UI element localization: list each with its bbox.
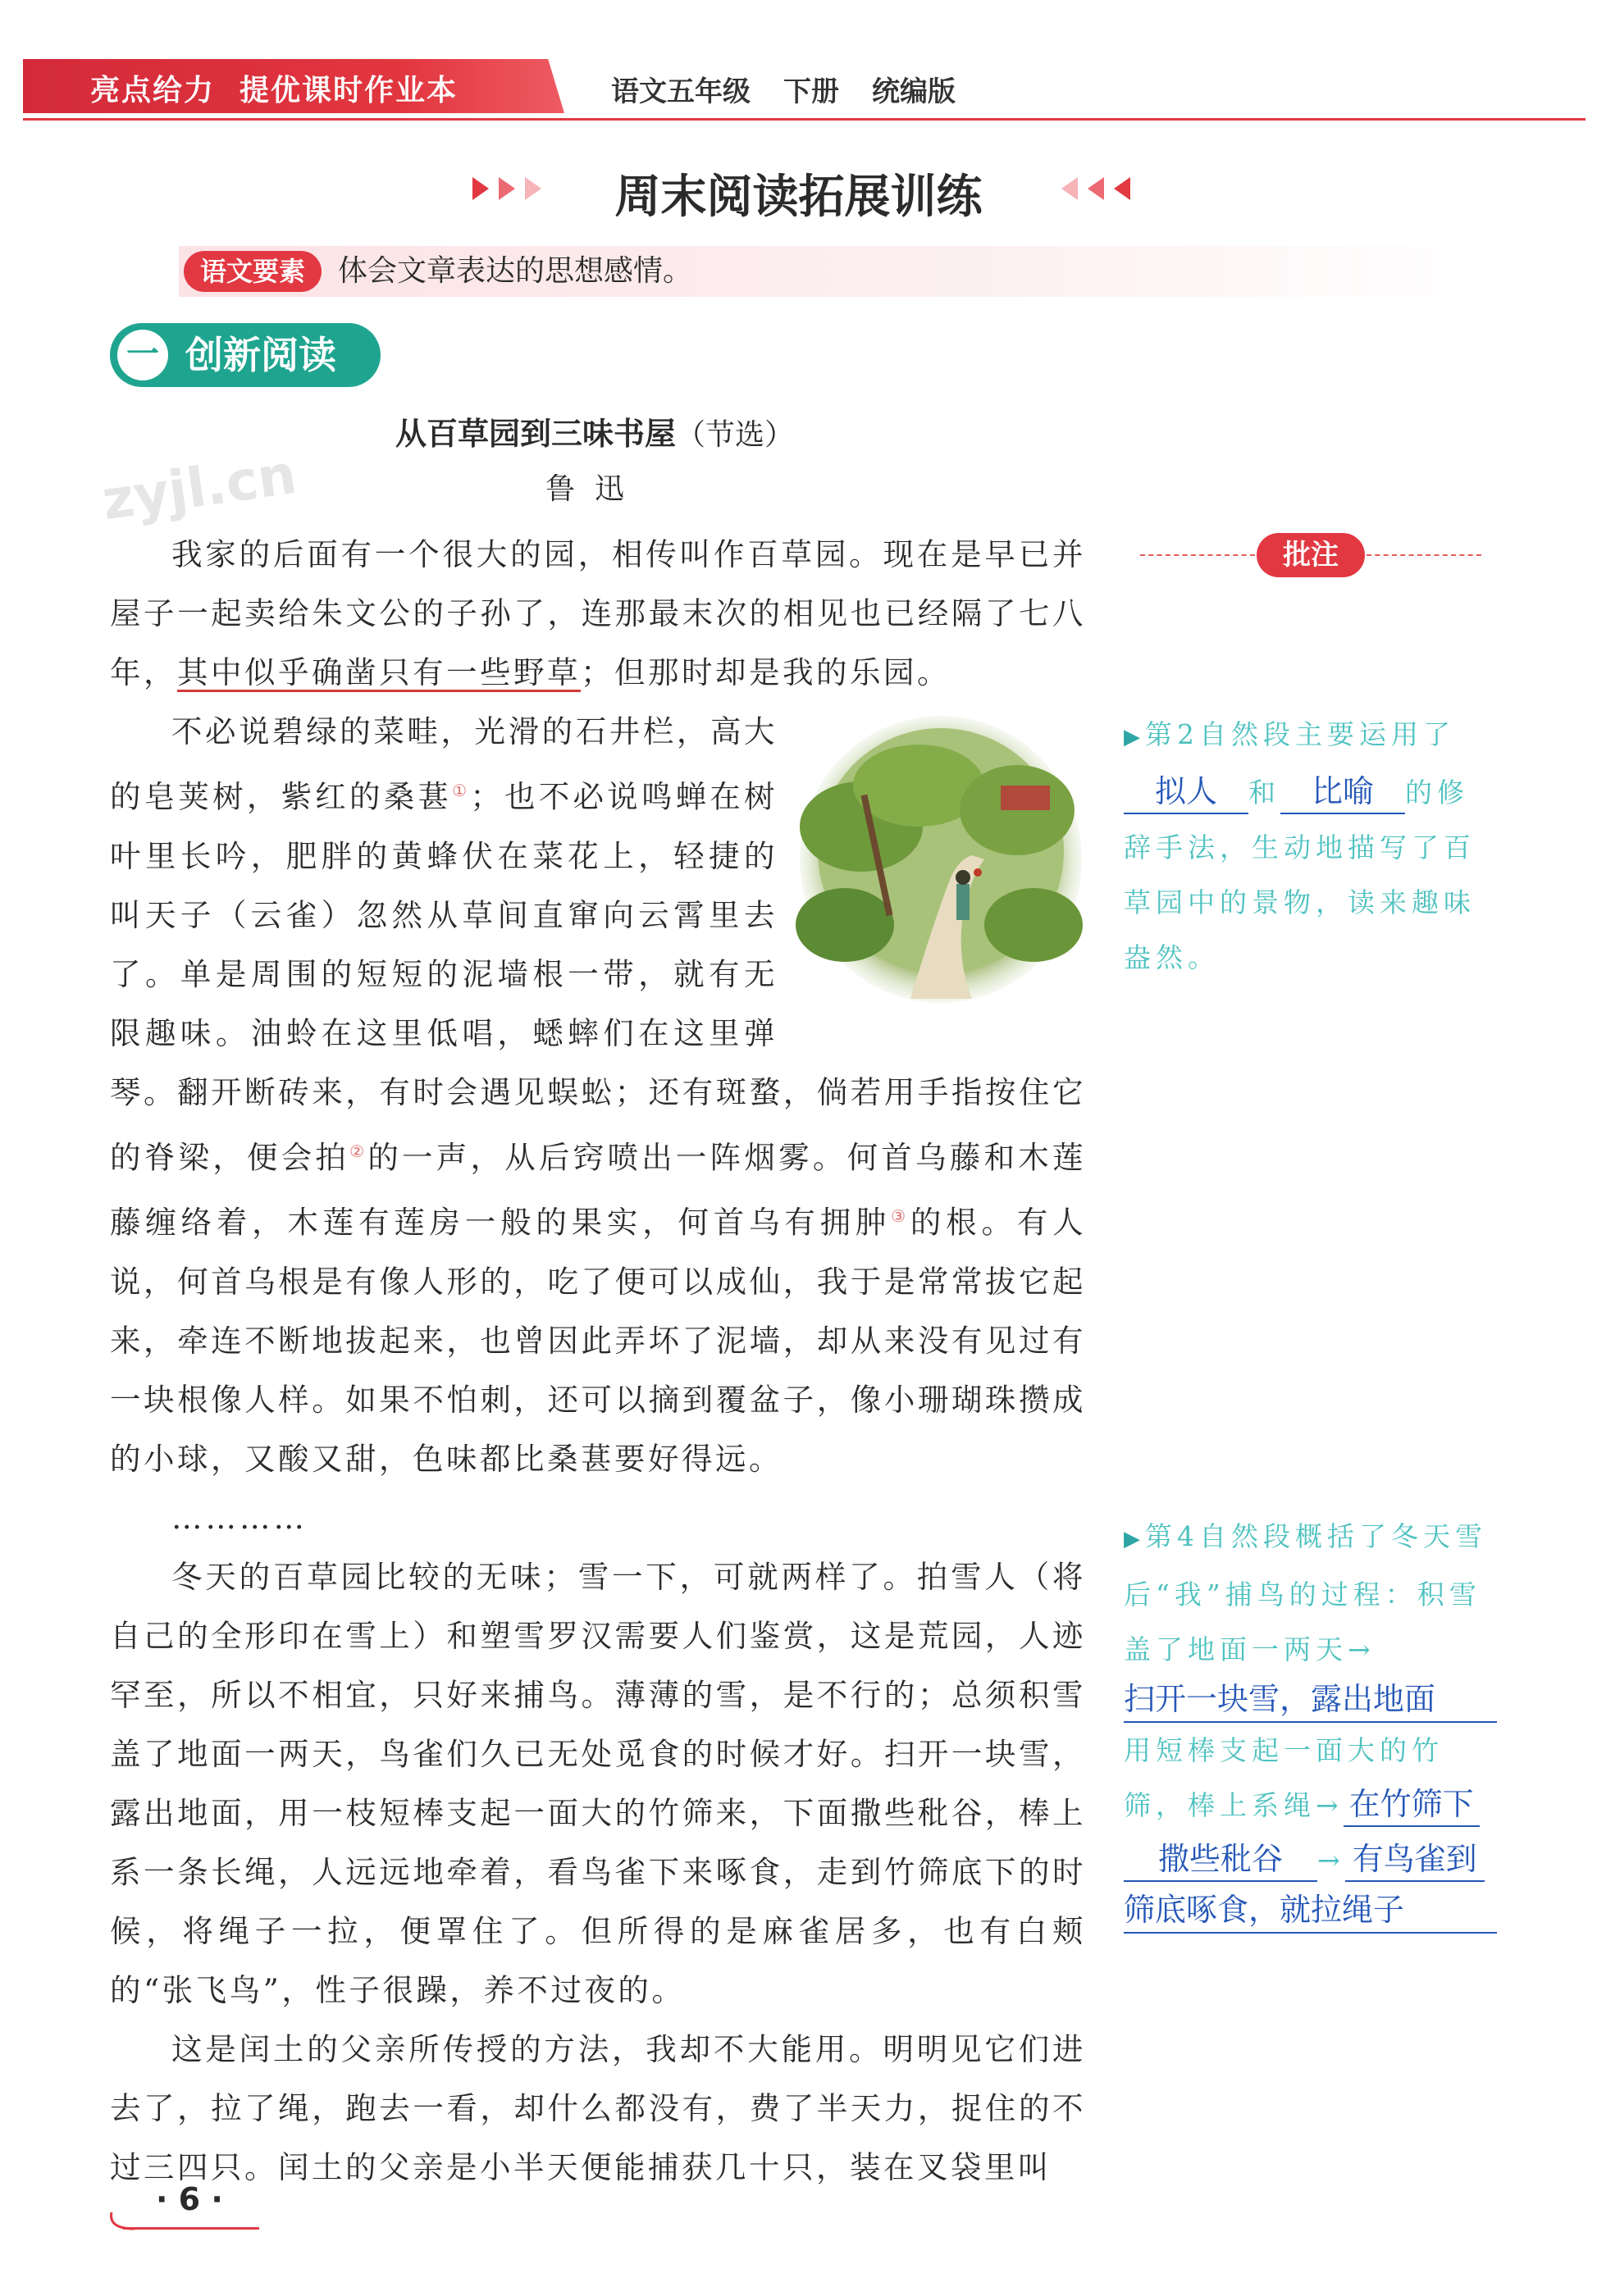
garden-illustration [796,712,1086,1007]
paragraph-2-text-b: ；也不必说鸣蝉在树叶里长吟，肥胖的黄蜂伏在菜花上，轻捷的叫天子（云雀）忽然从草间直窜向云霄里去了。单是周围的短短的泥墙根一带，就有无限趣味。油蛉在这里低唱，蟋蟀们在这里弹琴。翻开断砖来，有时会遇见蜈蚣；还有斑蝥，倘若用手指按住它的脊梁，便会拍 [110,778,1086,1175]
header-band-text [90,67,482,109]
paragraph-2-text-c: 的一声，从后窍喷出一阵烟雾。何首乌藤和木莲藤缠络着，木莲有莲房一般的果实，何首乌有拥肿 [110,1139,1086,1241]
watermark: zyjl.cn [98,442,301,533]
note-2-text-b: 用短棒支起一面大的竹筛，棒上系绳 [1124,1734,1444,1821]
article-title-sub: （节选） [676,418,795,452]
paragraph-1 [110,525,1086,702]
header-brand: 亮点给力 [90,74,216,107]
note-1-text-mid: 和 [1248,777,1280,809]
paragraph-4: 这是闰土的父亲所传授的方法，我却不大能用。明明见它们进去了，拉了绳，跑去一看，却什么都没有，费了半天力，捉住的不过三四只。闰土的父亲是小半天便能捕获几十只，装在叉袋里叫 [110,2030,1086,2185]
note-2-arrow-2-icon: → [1316,1789,1344,1821]
note-1-answer-2: 比喻 [1280,770,1405,814]
note-2-arrow-1-icon: → [1348,1633,1376,1665]
note-2-text-a: 第4自然段概括了冬天雪后“我”捕鸟的过程：积雪盖了地面一两天 [1124,1520,1487,1665]
paragraph-1-underlined: 其中似乎确凿只有一些野草 [177,654,581,690]
header-grade: 语文五年级 [611,75,751,108]
header-edition: 统编版 [872,75,956,108]
page-number: · 6 · [156,2181,223,2217]
footnote-3-mark: ③ [891,1206,910,1226]
part-number: 一 [117,330,168,380]
paragraph-3: 冬天的百草园比较的无味；雪一下，可就两样了。拍雪人（将自己的全形印在雪上）和塑雪罗汉需要人们鉴赏，这是荒园，人迹罕至，所以不相宜，只好来捕鸟。薄薄的雪，是不行的；总须积雪盖了地面一两天，鸟雀们久已无处觅食的时候才好。扫开一块雪，露出地面，用一枝短棒支起一面大的竹筛来，下面撒些秕谷，棒上系一条长绳，人远远地牵着，看鸟雀下来啄食，走到竹筛底下的时候，将绳子一拉，便罩住了。但所得的是麻雀居多，也有白颊的“张飞鸟”，性子很躁，养不过夜的。 [110,1558,1086,2008]
title-right-arrows-icon [1053,174,1135,203]
note-1-answer-1: 拟人 [1124,770,1248,814]
annotation-note-2 [1124,1509,1497,1934]
page-number-value: 6 [178,2181,201,2217]
note-1-marker-icon: ▶ [1124,725,1145,749]
annotation-badge: 批注 [1257,533,1365,577]
element-text: 体会文章表达的思想感情。 [338,254,693,288]
article-title [107,408,1083,453]
note-1-text-b: 的修辞手法，生动地描写了百草园中的景物，读来趣味盎然。 [1124,777,1476,973]
omission-ellipsis: ………… [171,1499,308,1536]
article-author: 鲁迅 [545,472,644,506]
section-title: 周末阅读拓展训练 [614,171,983,224]
annotation-note-1 [1124,707,1497,985]
article-title-main: 从百草园到三味书屋 [395,416,676,452]
part-label: 创新阅读 [185,333,336,377]
paragraph-2-text-a: 不必说碧绿的菜畦，光滑的石井栏，高大的皂荚树，紫红的桑葚 [110,713,778,815]
paragraph-1-text-b: ；但那时却是我的乐园。 [581,654,951,690]
footnote-1-mark: ① [452,781,471,800]
annotation-rule-right [1367,554,1481,556]
annotation-rule-left [1140,554,1255,556]
article-body [110,525,1086,2197]
note-2-answer-1: 扫开一块雪，露出地面 [1124,1677,1497,1723]
note-2-answer-3: 撒些秕谷 [1124,1838,1317,1882]
note-1-text-a: 第2自然段主要运用了 [1145,718,1455,750]
paragraph-2 [110,702,1086,1488]
note-2-answer-2: 在竹筛下 [1344,1783,1480,1827]
header-volume: 下册 [783,75,839,108]
note-2-marker-icon: ▶ [1124,1527,1145,1551]
note-2-answer-4: 有鸟雀到 [1345,1838,1485,1882]
footnote-2-mark: ② [349,1141,368,1161]
note-2-answer-5: 筛底啄食，就拉绳子 [1124,1888,1497,1934]
header-book-info [611,69,988,109]
paragraph-2-text-d: 的根。有人说，何首乌根是有像人形的，吃了便可以成仙，我于是常常拔它起来，牵连不断地拔起来，也曾因此弄坏了泥墙，却从来没有见过有一块根像人样。如果不怕刺，还可以摘到覆盆子，像小珊瑚珠攒成的小球，又酸又甜，色味都比桑葚要好得远。 [110,1204,1087,1477]
header-rule [23,118,1586,121]
header-series: 提优课时作业本 [240,74,459,107]
paragraph-1-text-a: 我家的后面有一个很大的园，相传叫作百草园。现在是早已并屋子一起卖给朱文公的子孙了，连那最末次的相见也已经隔了七八年， [110,536,1086,690]
page-number-rule [123,2227,259,2230]
note-2-arrow-3-icon: → [1317,1844,1345,1876]
page-number-curve [105,2209,138,2234]
element-tag: 语文要素 [184,251,322,292]
